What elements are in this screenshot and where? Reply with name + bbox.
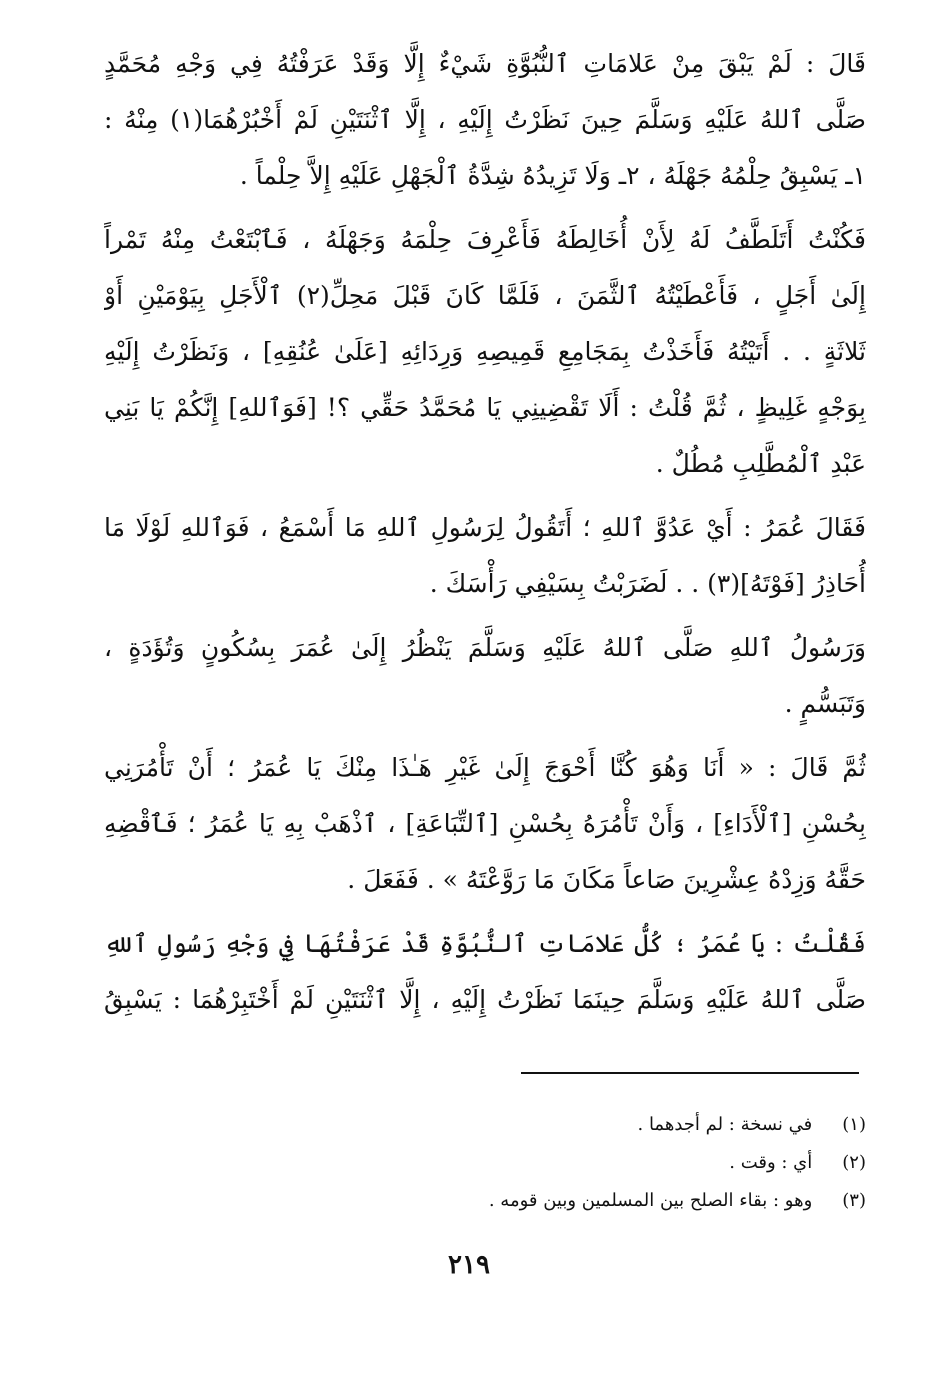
- main-text: [104, 36, 866, 1028]
- text-line: ١ـ يَسْبِقُ حِلْمُهُ جَهْلَهُ ، ٢ـ وَلَا تَزِيدُهُ شِدَّةُ ٱلْجَهْلِ عَلَيْهِ إِلاَّ حِلْماً .: [239, 161, 866, 190]
- text-line: وَتَبَسُّمٍ .: [784, 689, 866, 718]
- page-number: ٢١٩: [448, 1250, 490, 1280]
- text-line: صَلَّى ٱللهُ عَلَيْهِ وَسَلَّمَ حِينَمَا نَظَرْتُ إِلَيْهِ ، إِلَّا ٱثْنَتَيْنِ لَمْ أَخْتَبِرْهُمَا : يَسْبِقُ: [104, 985, 866, 1014]
- text-line: إِلَىٰ أَجَلٍ ، فَأَعْطَيْتُهُ ٱلثَّمَنَ ، فَلَمَّا كَانَ قَبْلَ مَحِلِّ(٢) ٱلْأَجَلِ بِيَوْمَيْنِ أَوْ: [104, 281, 866, 310]
- text-line: حَقَّهُ وَزِدْهُ عِشْرِينَ صَاعاً مَكَانَ مَا رَوَّعْتَهُ » . فَفَعَلَ .: [347, 865, 866, 894]
- footnote: [306, 1182, 866, 1220]
- text-line: أُحَاذِرُ [فَوْتَهُ](٣) . . لَضَرَبْتُ بِسَيْفِي رَأْسَكَ .: [429, 569, 866, 598]
- text-line: ثُمَّ قَالَ : « أَنَا وَهُوَ كُنَّا أَحْوَجَ إِلَىٰ غَيْرِ هَـٰذَا مِنْكَ يَا عُمَرُ ؛ أَنْ تَأْمُرَنِي: [104, 753, 866, 782]
- text-line: بِوَجْهٍ غَلِيظٍ ، ثُمَّ قُلْتُ : أَلَا تَقْضِينِي يَا مُحَمَّدُ حَقِّي ؟! [فَوَٱللهِ] إِنَّكُمْ يَا بَنِي: [104, 393, 866, 422]
- footnote-number: (٣): [842, 1190, 866, 1211]
- footnote-text: في نسخة : لم أجدهما .: [637, 1114, 813, 1135]
- footnotes: [306, 1106, 866, 1220]
- text-line: فَقَالَ عُمَرُ : أَيْ عَدُوَّ ٱللهِ ؛ أَتَقُولُ لِرَسُولِ ٱللهِ مَا أَسْمَعُ ، فَوَٱللهِ لَوْلَا مَا: [104, 513, 866, 542]
- text-line: فَكُنْتُ أَتَلَطَّفُ لَهُ لِأَنْ أُخَالِطَهُ فَأَعْرِفَ حِلْمَهُ وَجَهْلَهُ ، فَٱبْتَعْتُ مِنْهُ تَمْراً: [104, 225, 866, 254]
- footnote-text: أي : وقت .: [729, 1152, 813, 1173]
- footnote-number: (٢): [842, 1152, 866, 1173]
- text-line: وَرَسُولُ ٱللهِ صَلَّى ٱللهُ عَلَيْهِ وَسَلَّمَ يَنْظُرُ إِلَىٰ عُمَرَ بِسُكُونٍ وَتُؤَدَةٍ ،: [104, 633, 866, 662]
- footnote-text: وهو : بقاء الصلح بين المسلمين وبين قومه .: [488, 1190, 813, 1211]
- footnote: [306, 1144, 866, 1182]
- text-line: قَالَ : لَمْ يَبْقَ مِنْ عَلامَاتِ ٱلنُّبُوَّةِ شَيْءٌ إِلَّا وَقَدْ عَرَفْتُهُ فِي وَجْهِ مُحَمَّدٍ: [104, 49, 866, 78]
- footnote: [306, 1106, 866, 1144]
- text-line: عَبْدِ ٱلْمُطَّلِبِ مُطُلٌ .: [655, 449, 866, 478]
- text-line: بِحُسْنِ [ٱلْأَدَاءِ] ، وَأَنْ تَأْمُرَهُ بِحُسْنِ [ٱلتِّبَاعَةِ] ، ٱذْهَبْ بِهِ يَا عُمَرُ ؛ فَٱقْضِهِ: [104, 809, 866, 838]
- text-line: صَلَّى ٱللهُ عَلَيْهِ وَسَلَّمَ حِينَ نَظَرْتُ إِلَيْهِ ، إِلَّا ٱثْنَتَيْنِ لَمْ أَخْبُرْهُمَا(١) مِنْهُ :: [104, 105, 866, 134]
- text-line: ثَلاثَةٍ . . أَتَيْتُهُ فَأَخَذْتُ بِمَجَامِعِ قَمِيصِهِ وَرِدَائِهِ [عَلَىٰ عُنُقِهِ] ، وَنَظَرْتُ إِلَيْهِ: [104, 337, 866, 366]
- text-line: فَقُلْتُ : يَا عُمَرُ ؛ كُلُّ عَلامَاتِ ٱلنُّبُوَّةِ قَدْ عَرَفْتُهَا فِي وَجْهِ رَسُولِ ٱللهِ: [104, 929, 866, 958]
- footnote-divider: [521, 1072, 859, 1074]
- footnote-number: (١): [842, 1114, 866, 1135]
